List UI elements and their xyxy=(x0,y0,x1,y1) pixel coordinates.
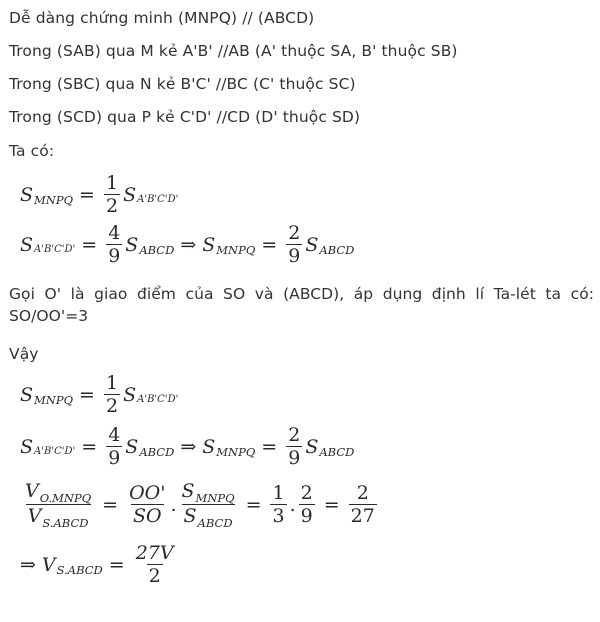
text-line-7: Vậy xyxy=(9,345,39,363)
fraction: $\frac{2}{27}$ xyxy=(350,482,375,527)
fraction: $\frac{OO'}{SO}$ xyxy=(129,482,166,527)
equation-3: S MNPQ = $\frac{1}{2}$ S A'B'C'D' xyxy=(20,372,179,417)
fraction: $\frac{2}{9}$ xyxy=(300,482,313,527)
fraction: $\frac{S_{MNPQ}}{S_{ABCD}}$ xyxy=(181,480,235,530)
text-line-4: Trong (SCD) qua P kẻ C'D' //CD (D' thuộc SD) xyxy=(9,108,361,126)
text-paragraph-6: Gọi O' là giao điểm của SO và (ABCD), áp dụng định lí Ta-lét ta có: SO/OO'=3 xyxy=(9,285,594,325)
fraction: $\frac{27V}{2}$ xyxy=(135,542,174,587)
equation-6: ⇒ V S.ABCD = $\frac{27V}{2}$ xyxy=(20,542,174,587)
fraction: $\frac{V_{O.MNPQ}}{V_{S.ABCD}}$ xyxy=(25,480,92,530)
text-line-1: Dễ dàng chứng minh (MNPQ) // (ABCD) xyxy=(9,9,315,27)
fraction: $\frac{2}{9}$ xyxy=(288,222,301,267)
fraction: $\frac{4}{9}$ xyxy=(108,222,121,267)
fraction: $\frac{1}{2}$ xyxy=(105,372,119,417)
text-line-5: Ta có: xyxy=(9,142,55,160)
text-line-2: Trong (SAB) qua M kẻ A'B' //AB (A' thuộc SA, B' thuộc SB) xyxy=(9,42,458,60)
fraction: $\frac{1}{2}$ xyxy=(105,172,119,217)
equation-2: S A'B'C'D' = $\frac{4}{9}$ S ABCD ⇒ S MNPQ = $\frac{2}{9}$ S ABCD xyxy=(20,222,355,267)
fraction: $\frac{1}{3}$ xyxy=(272,482,285,527)
equation-1: S MNPQ = $\frac{1}{2}$ S A'B'C'D' xyxy=(20,172,179,217)
text-line-3: Trong (SBC) qua N kẻ B'C' //BC (C' thuộc SC) xyxy=(9,75,356,93)
equation-5: $\frac{V_{O.MNPQ}}{V_{S.ABCD}}$ = $\frac{OO'}{SO}$ . $\frac{S_{MNPQ}}{S_{ABCD}}$ = $\frac{1}{3}$ . $\frac{2}{9}$ = $\frac{2}{27}$ xyxy=(25,480,375,530)
fraction: $\frac{4}{9}$ xyxy=(108,424,121,469)
equation-4: S A'B'C'D' = $\frac{4}{9}$ S ABCD ⇒ S MNPQ = $\frac{2}{9}$ S ABCD xyxy=(20,424,355,469)
fraction: $\frac{2}{9}$ xyxy=(288,424,301,469)
